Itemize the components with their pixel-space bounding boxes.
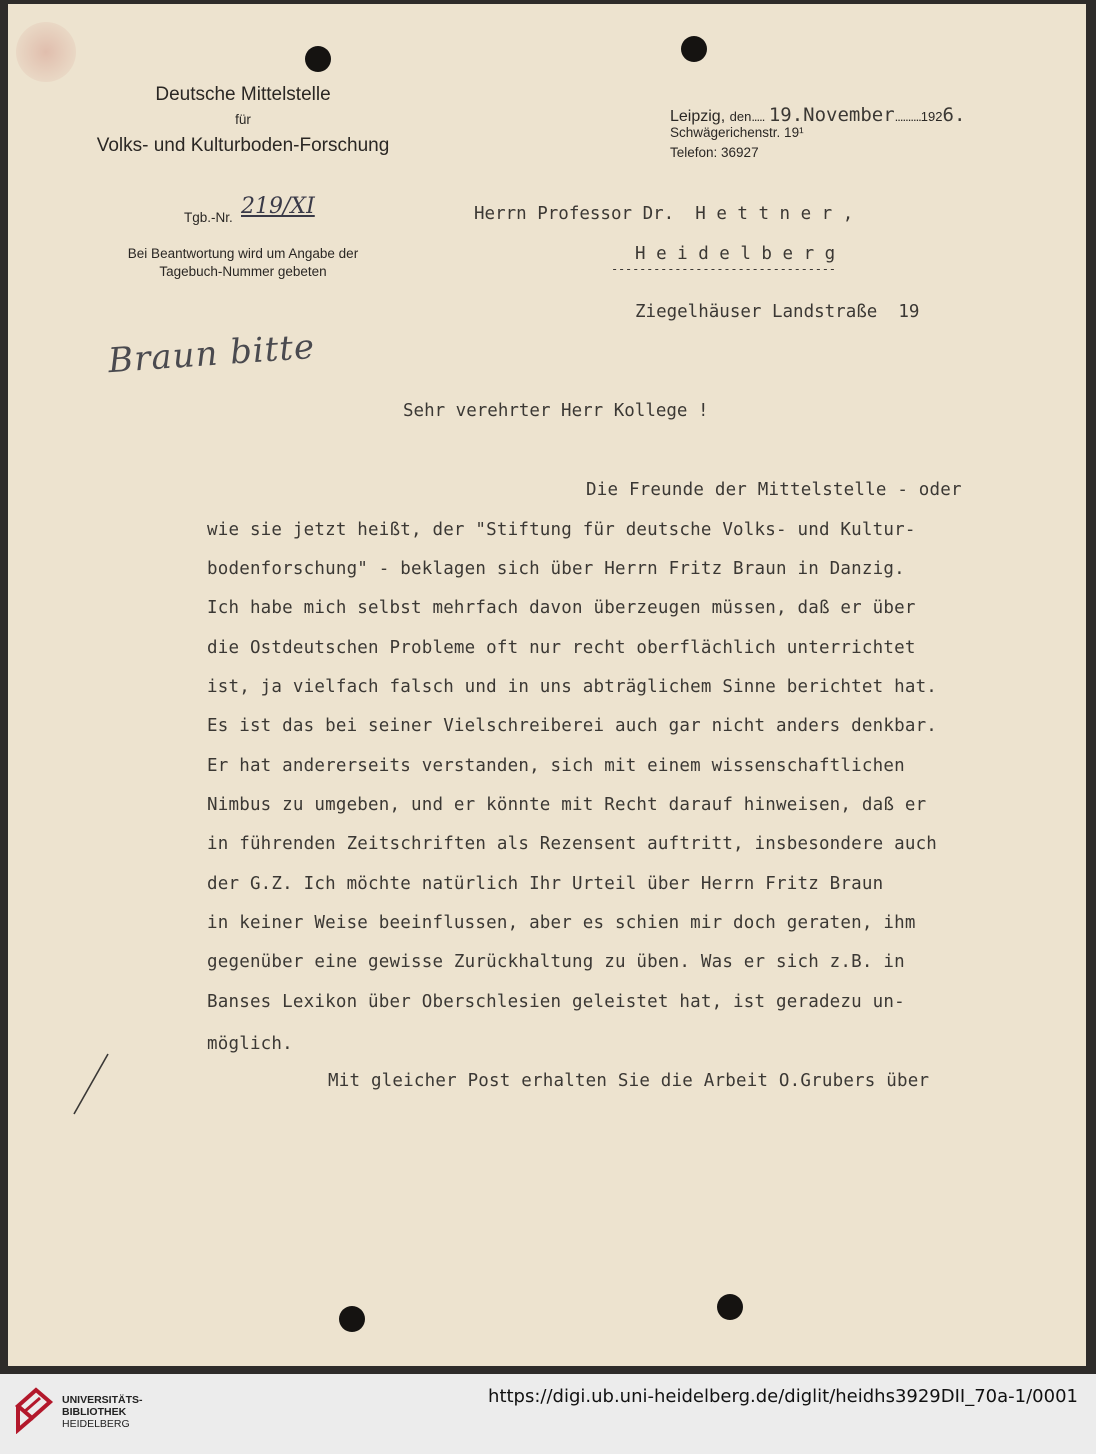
body-line: Nimbus zu umgeben, und er könnte mit Recht darauf hinweisen, daß er: [207, 795, 927, 815]
body-line: die Ostdeutschen Probleme oft nur recht oberflächlich unterrichtet: [207, 638, 916, 658]
library-name-line2: BIBLIOTHEK: [62, 1406, 127, 1418]
year-prefix: 192: [920, 109, 943, 124]
punch-hole: [717, 1294, 743, 1320]
punch-hole: [681, 36, 707, 62]
recipient-underline: --------------------------------: [611, 262, 836, 276]
footer-bar: [0, 1374, 1096, 1454]
body-line: gegenüber eine gewisse Zurückhaltung zu üben. Was er sich z.B. in: [207, 952, 905, 972]
den-label: den: [729, 109, 752, 124]
reply-note-line1: Bei Beantwortung wird um Angabe der: [127, 246, 359, 261]
reply-note-line2: Tagebuch-Nummer gebeten: [159, 264, 327, 279]
library-name-line1: UNIVERSITÄTS-: [62, 1394, 143, 1406]
org-name-line1: Deutsche Mittelstelle: [155, 84, 331, 105]
body-line: bodenforschung" - beklagen sich über Herrn Fritz Braun in Danzig.: [207, 559, 905, 579]
letter-page: [8, 4, 1086, 1366]
city: Leipzig,: [670, 108, 726, 125]
library-name: [62, 1394, 143, 1430]
body-line: in keiner Weise beeinflussen, aber es schien mir doch geraten, ihm: [207, 913, 916, 933]
org-name-line3: Volks- und Kulturboden-Forschung: [96, 135, 390, 156]
recipient-name: Herrn Professor Dr. H e t t n e r ,: [474, 204, 854, 224]
body-line: Ich habe mich selbst mehrfach davon überzeugen müssen, daß er über: [207, 598, 916, 618]
date-day: 19.: [768, 104, 804, 126]
stamp-mark: [16, 22, 76, 82]
year-suffix: 6.: [942, 104, 966, 126]
source-url-link[interactable]: https://digi.ub.uni-heidelberg.de/diglit/heidhs3929DII_70a-1/0001: [488, 1386, 1078, 1407]
recipient-street: Ziegelhäuser Landstraße 19: [635, 302, 920, 322]
margin-pencil-mark: [68, 1049, 118, 1119]
body-line: möglich.: [207, 1034, 293, 1054]
handwritten-annotation: Braun bitte: [106, 326, 317, 382]
body-line: in führenden Zeitschriften als Rezensent auftritt, insbesondere auch: [207, 834, 938, 854]
recipient-city: H e i d e l b e r g: [635, 244, 836, 264]
body-line: wie sie jetzt heißt, der "Stiftung für deutsche Volks- und Kultur-: [207, 520, 916, 540]
tgb-number-handwritten: 219/XI: [241, 194, 315, 219]
body-line: ist, ja vielfach falsch und in uns abträglichem Sinne berichtet hat.: [207, 677, 938, 697]
org-name-line2: für: [235, 112, 251, 127]
punch-hole: [339, 1306, 365, 1332]
body-line: Banses Lexikon über Oberschlesien geleistet hat, ist geradezu un-: [207, 992, 905, 1012]
library-logo-icon: [14, 1386, 54, 1434]
street-address: Schwägerichenstr. 19¹: [670, 125, 804, 140]
body-line: Er hat andererseits verstanden, sich mit einem wissenschaftlichen: [207, 756, 905, 776]
date-line: Leipzig, den..... 19.November..........1926.: [670, 104, 966, 126]
tgb-label: Tgb.-Nr.: [184, 210, 233, 225]
library-name-line3: HEIDELBERG: [62, 1418, 130, 1430]
body-line: Es ist das bei seiner Vielschreiberei auch gar nicht anders denkbar.: [207, 716, 938, 736]
body-line: Die Freunde der Mittelstelle - oder: [586, 480, 962, 500]
date-month: November: [803, 104, 895, 126]
salutation: Sehr verehrter Herr Kollege !: [403, 401, 709, 421]
body-line: Mit gleicher Post erhalten Sie die Arbeit O.Grubers über: [328, 1071, 930, 1091]
body-line: der G.Z. Ich möchte natürlich Ihr Urteil über Herrn Fritz Braun: [207, 874, 884, 894]
punch-hole: [305, 46, 331, 72]
phone-number: Telefon: 36927: [670, 145, 759, 160]
